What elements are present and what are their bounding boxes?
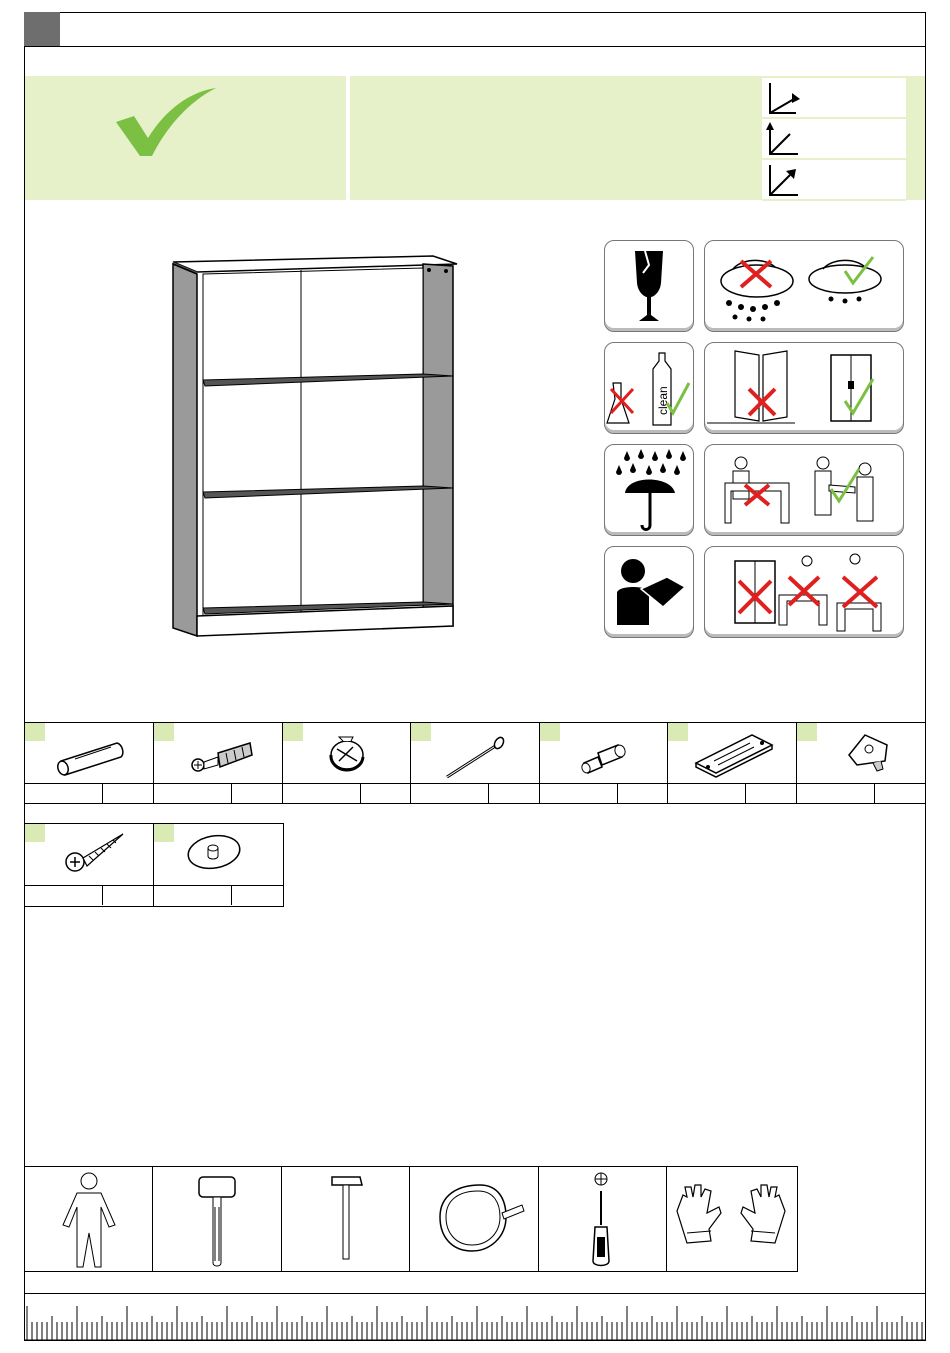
part-name <box>154 783 232 803</box>
part-cell <box>540 723 668 803</box>
part-name <box>411 783 489 803</box>
check-mark-icon <box>112 86 222 158</box>
doors-icon-card <box>704 342 904 434</box>
axis-arrow-up-icon <box>764 120 804 158</box>
misuse-icon-card <box>704 546 904 638</box>
person-icon <box>25 1167 154 1271</box>
part-cell <box>668 723 797 803</box>
tape-measure-icon <box>410 1167 539 1271</box>
tool-cell <box>24 1167 153 1271</box>
cam-bolt-icon <box>154 725 283 783</box>
part-qty <box>361 783 410 803</box>
parts-row-1 <box>25 722 926 804</box>
part-name <box>540 783 618 803</box>
direction-legend <box>762 78 906 200</box>
part-name <box>25 885 103 905</box>
part-qty <box>875 783 926 803</box>
tool-cell <box>410 1167 539 1271</box>
moisture-icon-card <box>704 240 904 332</box>
connector-plate-icon <box>668 725 797 783</box>
part-qty <box>746 783 796 803</box>
part-cell <box>154 824 283 906</box>
part-name <box>797 783 875 803</box>
phillips-screwdriver-icon <box>539 1167 667 1271</box>
fragile-icon-card <box>604 240 694 332</box>
direction-row <box>762 160 906 201</box>
keep-dry-umbrella-icon <box>605 445 693 535</box>
page-frame <box>24 12 926 1341</box>
part-qty <box>103 783 153 803</box>
wooden-dowel-icon <box>25 725 154 783</box>
gloves-icon <box>667 1167 796 1271</box>
cleaning-icon-card <box>604 342 694 434</box>
lifting-icon-card <box>704 444 904 536</box>
part-name <box>25 783 103 803</box>
part-qty <box>232 885 283 905</box>
cam-lock-icon <box>283 725 411 783</box>
part-name <box>668 783 746 803</box>
no-wet-cloth-icon <box>705 241 903 331</box>
part-cell <box>283 723 411 803</box>
tool-cell <box>539 1167 667 1271</box>
do-not-climb-icon <box>705 547 903 637</box>
fragile-glass-icon <box>605 241 693 331</box>
part-cell <box>411 723 540 803</box>
tool-cell <box>667 1167 796 1271</box>
direction-row <box>762 119 906 160</box>
page-header <box>24 12 926 47</box>
shelf-pin-icon <box>540 725 668 783</box>
tool-cell <box>153 1167 282 1271</box>
svg-text:clean: clean <box>656 386 670 415</box>
screw-icon <box>25 826 154 884</box>
part-cell <box>25 824 154 906</box>
part-qty <box>618 783 667 803</box>
ruler-scale <box>25 1293 925 1341</box>
rubber-mallet-icon <box>153 1167 282 1271</box>
axis-arrow-right-icon <box>764 79 804 117</box>
part-qty <box>103 885 153 905</box>
part-qty <box>232 783 282 803</box>
close-doors-icon <box>705 343 903 433</box>
tools-row <box>24 1166 798 1272</box>
nail-icon <box>411 725 540 783</box>
two-person-lift-icon <box>705 445 903 535</box>
axis-arrow-diagonal-icon <box>764 161 804 199</box>
felt-pad-icon <box>154 826 283 884</box>
part-name <box>283 783 361 803</box>
rain-icon-card <box>604 444 694 536</box>
manual-icon-card <box>604 546 694 638</box>
clean-only-icon <box>605 343 693 433</box>
wall-bracket-icon <box>797 725 926 783</box>
part-qty <box>489 783 539 803</box>
hammer-icon <box>282 1167 410 1271</box>
part-cell <box>154 723 283 803</box>
tool-cell <box>282 1167 410 1271</box>
step-marker <box>24 12 60 46</box>
bookcase-illustration <box>165 250 465 640</box>
part-cell <box>25 723 154 803</box>
part-name <box>154 885 232 905</box>
parts-row-2 <box>25 823 284 907</box>
read-instructions-icon <box>605 547 693 637</box>
part-cell <box>797 723 926 803</box>
direction-row <box>762 78 906 119</box>
